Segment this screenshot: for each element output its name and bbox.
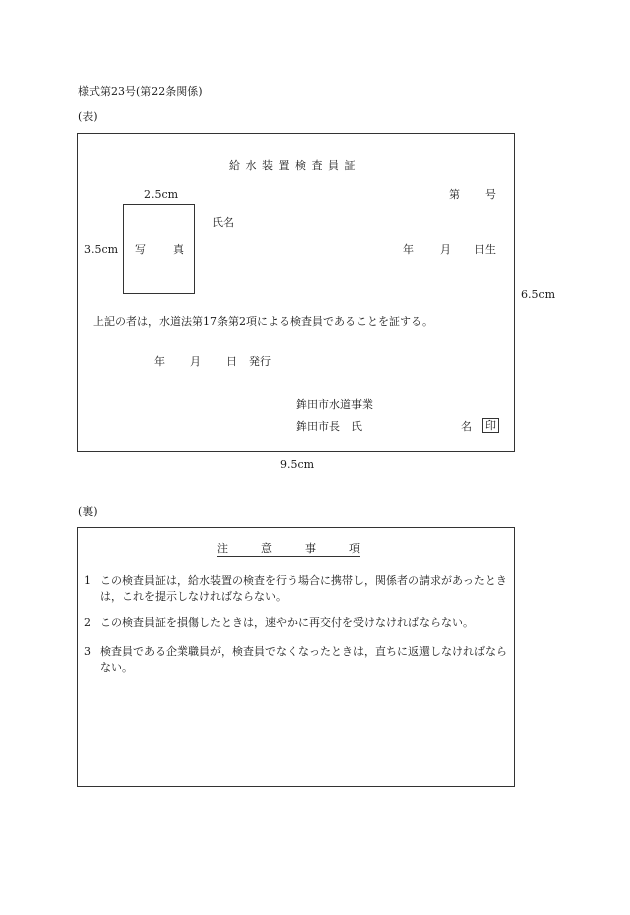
issuer-org: 鉾田市水道事業 bbox=[296, 398, 373, 411]
note-text: この検査員証は，給水装置の検査を行う場合に携帯し，関係者の請求があったときは，これを提示しなければならない。 bbox=[100, 574, 507, 603]
issue-month: 月 bbox=[190, 355, 201, 368]
issue-label: 発行 bbox=[249, 355, 271, 368]
photo-char-2: 真 bbox=[173, 243, 184, 256]
note-number: 3 bbox=[84, 645, 91, 658]
notes-title: 注 意 事 項 bbox=[217, 542, 360, 555]
photo-height-label: 3.5cm bbox=[84, 243, 119, 256]
birth-month: 月 bbox=[440, 243, 451, 256]
note-item-1 bbox=[84, 573, 508, 605]
name-label: 氏名 bbox=[212, 216, 234, 229]
birth-year: 年 bbox=[403, 243, 414, 256]
card-title: 給 水 装 置 検 査 員 証 bbox=[229, 159, 357, 172]
number-label-dai: 第 bbox=[449, 188, 460, 201]
issue-year: 年 bbox=[154, 355, 165, 368]
issue-day: 日 bbox=[226, 355, 237, 368]
form-number: 様式第23号(第22条関係) bbox=[78, 85, 203, 98]
photo-char-1: 写 bbox=[135, 243, 146, 256]
certify-text: 上記の者は，水道法第17条第2項による検査員であることを証する。 bbox=[93, 315, 433, 328]
note-text: 検査員である企業職員が，検査員でなくなったときは，直ちに返還しなければならない。 bbox=[100, 645, 507, 674]
note-item-3 bbox=[84, 644, 508, 676]
mayor-label: 鉾田市長 氏 bbox=[296, 420, 362, 433]
note-item-2 bbox=[84, 615, 508, 631]
front-label: (表) bbox=[78, 110, 98, 123]
note-number: 1 bbox=[84, 574, 91, 587]
card-width-label: 9.5cm bbox=[280, 458, 315, 471]
note-text: この検査員証を損傷したときは，速やかに再交付を受けなければならない。 bbox=[100, 616, 474, 629]
seal-mark bbox=[482, 418, 499, 433]
birth-day: 日生 bbox=[474, 243, 496, 256]
mayor-name-suffix: 名 bbox=[461, 420, 472, 433]
note-number: 2 bbox=[84, 616, 91, 629]
card-height-label: 6.5cm bbox=[521, 288, 556, 301]
number-label-go: 号 bbox=[485, 188, 496, 201]
back-label: (裏) bbox=[78, 505, 98, 518]
photo-box bbox=[123, 204, 195, 294]
photo-width-label: 2.5cm bbox=[144, 188, 179, 201]
seal-text: 印 bbox=[482, 418, 499, 433]
